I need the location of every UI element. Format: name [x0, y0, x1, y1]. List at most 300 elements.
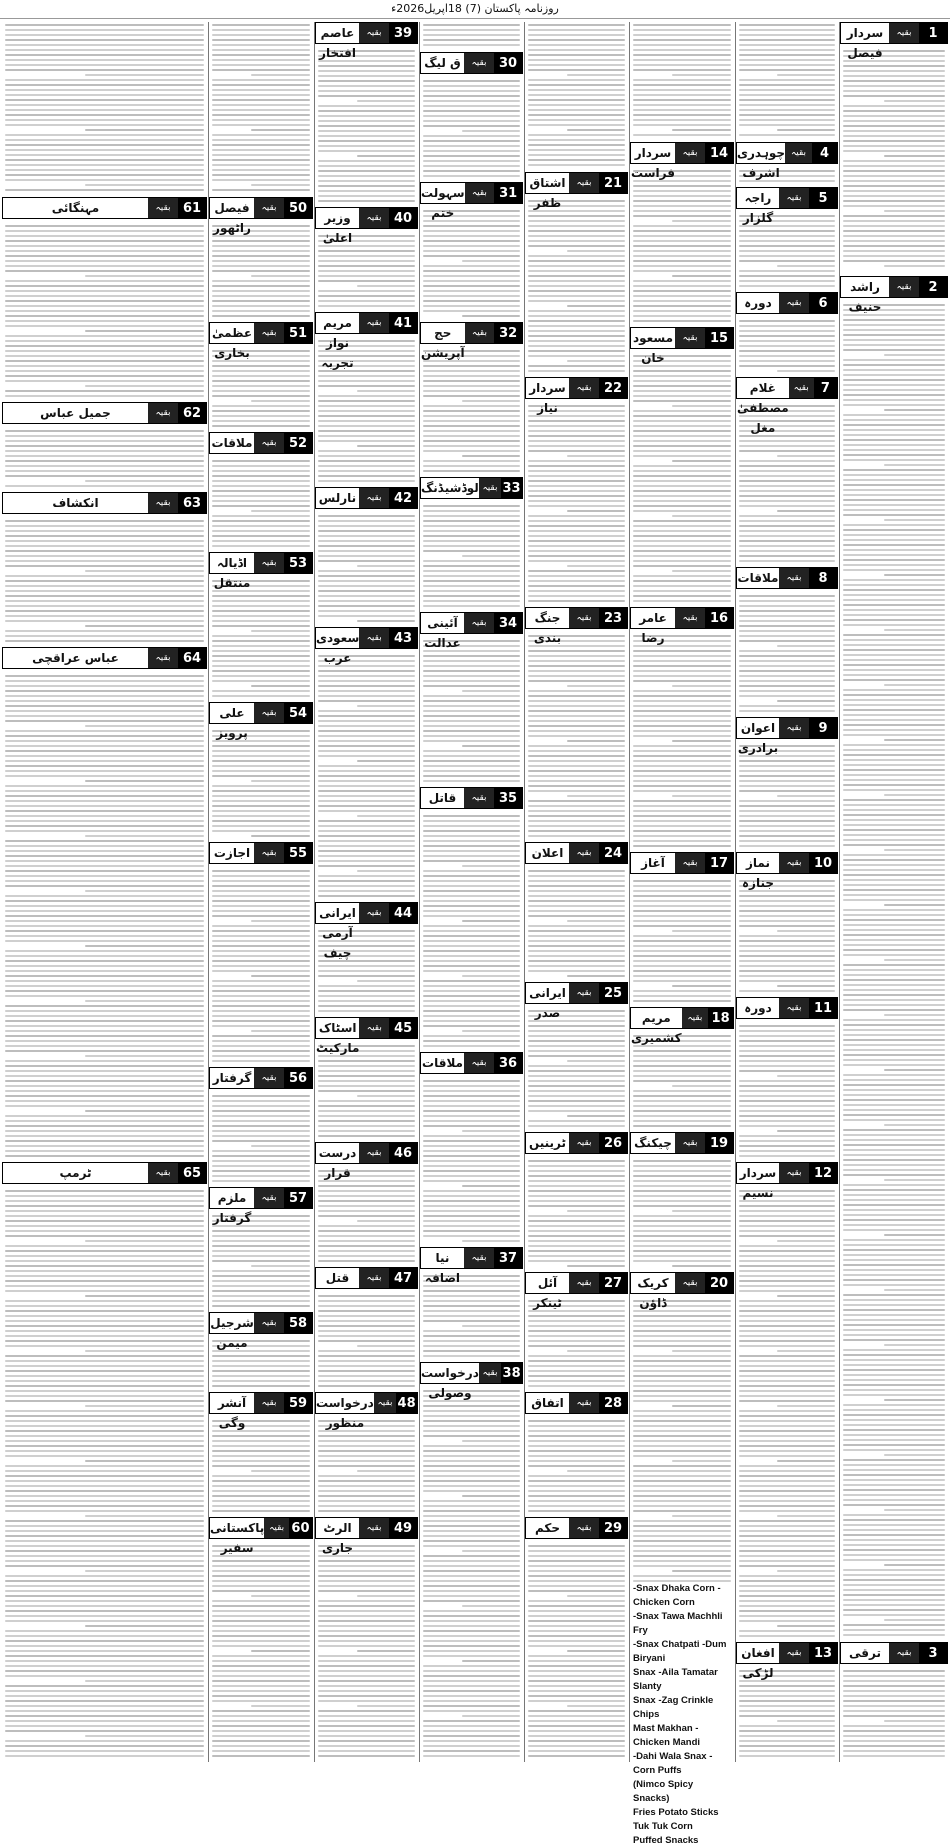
- article-text: [423, 210, 520, 320]
- continuation-tag: بقیہ: [779, 853, 809, 873]
- continuation-title: راشد حنیف: [848, 280, 882, 314]
- continuation-header: [2, 647, 207, 669]
- continuation-header: [525, 1392, 628, 1414]
- continuation-header: [315, 1392, 418, 1430]
- continuation-title: لوڈشیڈنگ: [421, 481, 479, 495]
- continuation-number: 56: [284, 1068, 312, 1088]
- continuation-title: سردار نسیم: [739, 1166, 777, 1200]
- article-text: [843, 50, 945, 274]
- article-text: [633, 880, 731, 1005]
- continuation-header: [736, 997, 838, 1019]
- article-text: [633, 635, 731, 850]
- continuation-tag: بقیہ: [254, 1188, 284, 1208]
- article-text: [528, 870, 625, 980]
- continuation-title: اجازت: [213, 846, 251, 860]
- continuation-tag: بقیہ: [464, 613, 494, 633]
- news-column: [315, 22, 418, 1762]
- continuation-tag: بقیہ: [148, 648, 178, 668]
- continuation-number: 44: [389, 903, 417, 923]
- continuation-header: [209, 1392, 313, 1430]
- continuation-header: [209, 432, 313, 454]
- article-text: [843, 1670, 945, 1760]
- continuation-header: [525, 842, 628, 864]
- article-text: [212, 225, 310, 320]
- continuation-number: 60: [289, 1518, 312, 1538]
- continuation-title: ملاقات: [422, 1056, 463, 1070]
- continuation-header: [209, 1187, 313, 1225]
- continuation-title: مسعود خان: [632, 331, 674, 365]
- continuation-header: [2, 402, 207, 424]
- column-divider: [419, 22, 420, 1762]
- continuation-header: [525, 1132, 628, 1154]
- article-text: [423, 1080, 520, 1245]
- article-text: [318, 1545, 415, 1760]
- continuation-tag: بقیہ: [675, 1273, 705, 1293]
- continuation-header: [840, 22, 948, 60]
- continuation-title: عباس عراقچی: [32, 651, 119, 665]
- continuation-number: 11: [809, 998, 837, 1018]
- article-text: [528, 635, 625, 840]
- article-text: [843, 304, 945, 1640]
- continuation-title: اشتاق ظفر: [529, 176, 566, 210]
- continuation-number: 63: [178, 493, 206, 513]
- column-divider: [839, 22, 840, 1762]
- continuation-header: [420, 52, 523, 74]
- article-text: [633, 24, 731, 140]
- continuation-header: [525, 607, 628, 645]
- news-column: [525, 22, 628, 1762]
- continuation-number: 17: [705, 853, 733, 873]
- continuation-title: الرٹ جاری: [321, 1521, 354, 1555]
- continuation-title: قاتل: [428, 791, 457, 805]
- article-text: [528, 200, 625, 375]
- continuation-header: [420, 477, 523, 499]
- continuation-number: 12: [809, 1163, 837, 1183]
- continuation-tag: بقیہ: [682, 1008, 709, 1028]
- continuation-title: نماز جنازہ: [742, 856, 774, 890]
- snax-ad-line: -Snax Tawa Machhli Fry: [633, 1611, 723, 1636]
- page-header: [0, 0, 950, 19]
- article-text: [212, 24, 310, 195]
- continuation-number: 26: [599, 1133, 627, 1153]
- article-text: [528, 1300, 625, 1390]
- continuation-header: [420, 182, 523, 220]
- continuation-header: [736, 717, 838, 755]
- article-text: [423, 350, 520, 475]
- article-text: [739, 1190, 835, 1640]
- snax-ad-line: Mast Makhan -Chicken Mandi: [633, 1723, 701, 1748]
- continuation-header: [840, 1642, 948, 1664]
- continuation-number: 50: [284, 198, 312, 218]
- article-text: [528, 405, 625, 605]
- snax-ad-line: Snax -Aila Tamatar Slanty: [633, 1667, 718, 1692]
- continuation-header: [736, 1162, 838, 1200]
- continuation-header: [420, 787, 523, 809]
- article-text: [739, 745, 835, 850]
- article-text: [212, 870, 310, 1065]
- continuation-header: [736, 852, 838, 890]
- continuation-tag: بقیہ: [479, 1363, 501, 1383]
- continuation-tag: بقیہ: [675, 1133, 705, 1153]
- continuation-title: آغاز: [641, 856, 665, 870]
- continuation-header: [209, 552, 313, 590]
- continuation-title: علی پرویز: [216, 706, 248, 740]
- continuation-number: 33: [501, 478, 522, 498]
- column-divider: [735, 22, 736, 1762]
- continuation-number: 62: [178, 403, 206, 423]
- continuation-header: [630, 327, 734, 365]
- continuation-number: 52: [284, 433, 312, 453]
- continuation-header: [315, 207, 418, 245]
- article-text: [423, 80, 520, 180]
- column-divider: [208, 22, 209, 1762]
- continuation-tag: بقیہ: [359, 313, 389, 333]
- continuation-number: 7: [814, 378, 837, 398]
- continuation-number: 61: [178, 198, 206, 218]
- continuation-number: 36: [494, 1053, 522, 1073]
- continuation-header: [630, 1007, 734, 1045]
- continuation-title: اتفاق: [531, 1396, 564, 1410]
- continuation-title: کریک ڈاؤن: [637, 1276, 669, 1310]
- article-text: [739, 24, 835, 140]
- continuation-header: [209, 842, 313, 864]
- continuation-number: 57: [284, 1188, 312, 1208]
- continuation-tag: بقیہ: [779, 188, 809, 208]
- continuation-title: درخواست منظور: [315, 1396, 374, 1430]
- continuation-tag: بقیہ: [779, 718, 809, 738]
- snax-ad: [630, 1582, 734, 1846]
- continuation-title: عامر رضا: [639, 611, 667, 645]
- continuation-tag: بقیہ: [254, 553, 284, 573]
- continuation-tag: بقیہ: [359, 628, 389, 648]
- continuation-title: اعوان برادری: [737, 721, 779, 755]
- continuation-header: [315, 22, 418, 60]
- continuation-number: 6: [809, 293, 837, 313]
- continuation-title: مریم نواز تجربہ: [321, 316, 354, 370]
- continuation-title: پاکستانی سفیر: [209, 1521, 265, 1555]
- article-text: [5, 675, 204, 1160]
- continuation-title: آئل ٹینکر: [533, 1276, 562, 1310]
- article-text: [739, 320, 835, 375]
- continuation-title: شرجیل میمن: [210, 1316, 254, 1350]
- continuation-header: [315, 1267, 418, 1289]
- continuation-header: [209, 1517, 313, 1555]
- continuation-title: ایرانی صدر: [529, 986, 566, 1020]
- continuation-number: 64: [178, 648, 206, 668]
- article-text: [528, 1010, 625, 1130]
- article-text: [5, 520, 204, 645]
- continuation-number: 27: [599, 1273, 627, 1293]
- continuation-number: 22: [599, 378, 627, 398]
- article-text: [212, 1215, 310, 1310]
- continuation-header: [2, 197, 207, 219]
- continuation-title: ملاقات: [737, 571, 779, 585]
- continuation-tag: بقیہ: [779, 293, 809, 313]
- continuation-tag: بقیہ: [569, 983, 599, 1003]
- continuation-header: [525, 1517, 628, 1539]
- article-text: [318, 50, 415, 205]
- continuation-header: [209, 1067, 313, 1089]
- continuation-tag: بقیہ: [569, 1518, 599, 1538]
- continuation-title: دورہ: [744, 1001, 772, 1015]
- continuation-number: 37: [494, 1248, 522, 1268]
- continuation-tag: بقیہ: [569, 1273, 599, 1293]
- continuation-tag: بقیہ: [148, 403, 178, 423]
- continuation-header: [209, 197, 313, 235]
- continuation-number: 25: [599, 983, 627, 1003]
- continuation-header: [736, 142, 838, 180]
- continuation-header: [420, 1052, 523, 1074]
- continuation-tag: بقیہ: [675, 143, 705, 163]
- continuation-tag: بقیہ: [254, 198, 284, 218]
- continuation-number: 48: [396, 1393, 417, 1413]
- continuation-title: جنگ بندی: [533, 611, 562, 645]
- continuation-header: [2, 1162, 207, 1184]
- continuation-header: [315, 487, 418, 509]
- continuation-number: 58: [284, 1313, 312, 1333]
- article-text: [318, 515, 415, 625]
- continuation-tag: بقیہ: [675, 608, 705, 628]
- article-text: [5, 1190, 204, 1760]
- continuation-number: 47: [389, 1268, 417, 1288]
- continuation-title: ایرانی آرمی چیف: [319, 906, 356, 960]
- continuation-header: [736, 292, 838, 314]
- continuation-tag: بقیہ: [359, 1018, 389, 1038]
- continuation-number: 43: [389, 628, 417, 648]
- continuation-number: 42: [389, 488, 417, 508]
- article-text: [5, 225, 204, 400]
- continuation-tag: بقیہ: [785, 143, 812, 163]
- continuation-number: 23: [599, 608, 627, 628]
- article-text: [423, 24, 520, 50]
- continuation-tag: بقیہ: [148, 198, 178, 218]
- continuation-tag: بقیہ: [675, 853, 705, 873]
- continuation-title: راجہ گلزار: [742, 191, 774, 225]
- continuation-tag: بقیہ: [464, 1053, 494, 1073]
- continuation-tag: بقیہ: [359, 208, 389, 228]
- continuation-number: 38: [501, 1363, 522, 1383]
- columns-area: [0, 22, 950, 1846]
- continuation-number: 54: [284, 703, 312, 723]
- continuation-number: 15: [705, 328, 733, 348]
- newspaper-dateline: روزنامہ پاکستان (7) 18اپریل2026ء: [391, 2, 559, 15]
- continuation-title: چیکنگ: [634, 1136, 672, 1150]
- continuation-tag: بقیہ: [569, 378, 599, 398]
- continuation-header: [315, 627, 418, 665]
- continuation-number: 45: [389, 1018, 417, 1038]
- continuation-tag: بقیہ: [359, 23, 389, 43]
- continuation-title: ٹرمپ: [59, 1166, 92, 1180]
- article-text: [318, 1295, 415, 1390]
- continuation-title: اسٹاک مارکیٹ: [316, 1021, 360, 1055]
- article-text: [212, 460, 310, 550]
- snax-ad-line: (Nimco Spicy Snacks): [633, 1779, 694, 1804]
- continuation-title: انکشاف: [52, 496, 99, 510]
- continuation-number: 39: [389, 23, 417, 43]
- article-text: [212, 580, 310, 700]
- continuation-title: اڈیالہ منتقل: [213, 556, 251, 590]
- column-divider: [524, 22, 525, 1762]
- continuation-title: وزیر اعلیٰ: [322, 211, 353, 245]
- continuation-number: 9: [809, 718, 837, 738]
- continuation-title: ٹرینیں: [528, 1136, 567, 1150]
- continuation-tag: بقیہ: [359, 488, 389, 508]
- continuation-number: 59: [284, 1393, 312, 1413]
- continuation-number: 34: [494, 613, 522, 633]
- continuation-tag: بقیہ: [779, 998, 809, 1018]
- continuation-tag: بقیہ: [889, 277, 919, 297]
- continuation-tag: بقیہ: [479, 478, 501, 498]
- continuation-tag: بقیہ: [148, 493, 178, 513]
- article-text: [528, 1420, 625, 1515]
- continuation-header: [736, 377, 838, 435]
- continuation-header: [736, 567, 838, 589]
- article-text: [318, 655, 415, 900]
- news-column: [840, 22, 948, 1762]
- continuation-tag: بقیہ: [569, 608, 599, 628]
- article-text: [739, 1025, 835, 1160]
- continuation-header: [315, 312, 418, 370]
- article-text: [528, 1545, 625, 1760]
- article-text: [633, 170, 731, 325]
- continuation-tag: بقیہ: [464, 788, 494, 808]
- continuation-number: 3: [919, 1643, 947, 1663]
- continuation-title: سعودی عرب: [315, 631, 360, 665]
- continuation-title: درخواست وصولی: [421, 1366, 479, 1400]
- continuation-title: آنشر وگی: [217, 1396, 247, 1430]
- continuation-tag: بقیہ: [359, 1143, 389, 1163]
- article-text: [318, 1170, 415, 1265]
- continuation-header: [2, 492, 207, 514]
- continuation-header: [525, 377, 628, 415]
- snax-ad-line: -Snax Dhaka Corn -Chicken Corn: [633, 1583, 721, 1608]
- continuation-header: [736, 187, 838, 225]
- news-column: [630, 22, 734, 1846]
- continuation-number: 35: [494, 788, 522, 808]
- continuation-number: 16: [705, 608, 733, 628]
- continuation-title: دورہ: [744, 296, 772, 310]
- article-text: [212, 1420, 310, 1515]
- article-text: [423, 815, 520, 1050]
- continuation-tag: بقیہ: [779, 568, 809, 588]
- continuation-header: [420, 612, 523, 650]
- news-column: [736, 22, 838, 1762]
- continuation-title: حکم: [534, 1521, 561, 1535]
- article-text: [739, 595, 835, 715]
- news-column: [420, 22, 523, 1762]
- snax-ad-line: -Snax Chatpati -Dum Biryani: [633, 1639, 727, 1664]
- article-text: [318, 1420, 415, 1515]
- continuation-number: 14: [705, 143, 733, 163]
- continuation-header: [840, 276, 948, 314]
- article-text: [423, 1390, 520, 1760]
- continuation-number: 41: [389, 313, 417, 333]
- continuation-number: 2: [919, 277, 947, 297]
- continuation-title: ترقی: [849, 1646, 881, 1660]
- article-text: [5, 430, 204, 490]
- continuation-tag: بقیہ: [254, 1313, 284, 1333]
- continuation-tag: بقیہ: [465, 183, 495, 203]
- continuation-tag: بقیہ: [464, 1248, 494, 1268]
- continuation-title: قتل: [325, 1271, 350, 1285]
- continuation-tag: بقیہ: [254, 323, 284, 343]
- article-text: [318, 1045, 415, 1140]
- news-column: [2, 22, 207, 1762]
- continuation-tag: بقیہ: [359, 1268, 389, 1288]
- continuation-header: [525, 982, 628, 1020]
- continuation-header: [420, 1362, 523, 1400]
- article-text: [633, 1160, 731, 1270]
- continuation-number: 51: [284, 323, 312, 343]
- continuation-header: [736, 1642, 838, 1680]
- continuation-title: جمیل عباس: [40, 406, 111, 420]
- article-text: [633, 355, 731, 605]
- continuation-title: چوہدری اشرف: [737, 146, 786, 180]
- continuation-number: 4: [812, 143, 837, 163]
- article-text: [5, 24, 204, 195]
- continuation-number: 24: [599, 843, 627, 863]
- continuation-title: سردار فیصل: [846, 26, 884, 60]
- continuation-tag: بقیہ: [779, 1643, 809, 1663]
- continuation-header: [420, 322, 523, 360]
- continuation-number: 53: [284, 553, 312, 573]
- continuation-number: 10: [809, 853, 837, 873]
- article-text: [633, 1035, 731, 1130]
- continuation-number: 19: [705, 1133, 733, 1153]
- snax-ad-line: Puffed Snacks: [633, 1835, 699, 1846]
- continuation-tag: بقیہ: [889, 23, 919, 43]
- continuation-title: نارلس: [318, 491, 357, 505]
- continuation-tag: بقیہ: [779, 1163, 809, 1183]
- continuation-tag: بقیہ: [675, 328, 705, 348]
- continuation-number: 55: [284, 843, 312, 863]
- snax-ad-line: Snax -Zag Crinkle Chips: [633, 1695, 714, 1720]
- continuation-title: نیا اضافہ: [424, 1251, 461, 1285]
- continuation-number: 40: [389, 208, 417, 228]
- continuation-number: 31: [494, 183, 522, 203]
- continuation-header: [315, 1517, 418, 1555]
- continuation-title: آئینی عدالت: [424, 616, 461, 650]
- continuation-tag: بقیہ: [569, 1133, 599, 1153]
- continuation-tag: بقیہ: [359, 903, 389, 923]
- continuation-title: مہنگائی: [51, 201, 100, 215]
- continuation-header: [630, 852, 734, 874]
- continuation-number: 5: [809, 188, 837, 208]
- article-text: [212, 1545, 310, 1760]
- continuation-tag: بقیہ: [569, 173, 599, 193]
- snax-ad-line: -Dahi Wala Snax -Corn Puffs: [633, 1751, 713, 1776]
- continuation-tag: بقیہ: [465, 323, 495, 343]
- continuation-tag: بقیہ: [374, 1393, 396, 1413]
- article-text: [739, 880, 835, 995]
- continuation-title: ملزم گرفتار: [212, 1191, 252, 1225]
- article-text: [423, 640, 520, 785]
- continuation-tag: بقیہ: [254, 843, 284, 863]
- continuation-tag: بقیہ: [148, 1163, 178, 1183]
- continuation-header: [209, 1312, 313, 1350]
- continuation-header: [630, 607, 734, 645]
- continuation-title: حج آپریشن: [421, 326, 465, 360]
- article-text: [423, 505, 520, 610]
- continuation-number: 30: [494, 53, 522, 73]
- continuation-tag: بقیہ: [464, 53, 494, 73]
- continuation-title: غلام مصطفیٰ مغل: [736, 381, 789, 435]
- continuation-title: ق لیگ: [424, 56, 461, 70]
- article-text: [212, 1095, 310, 1185]
- article-text: [528, 1160, 625, 1270]
- continuation-header: [630, 142, 734, 180]
- continuation-title: افغان لڑکی: [741, 1646, 775, 1680]
